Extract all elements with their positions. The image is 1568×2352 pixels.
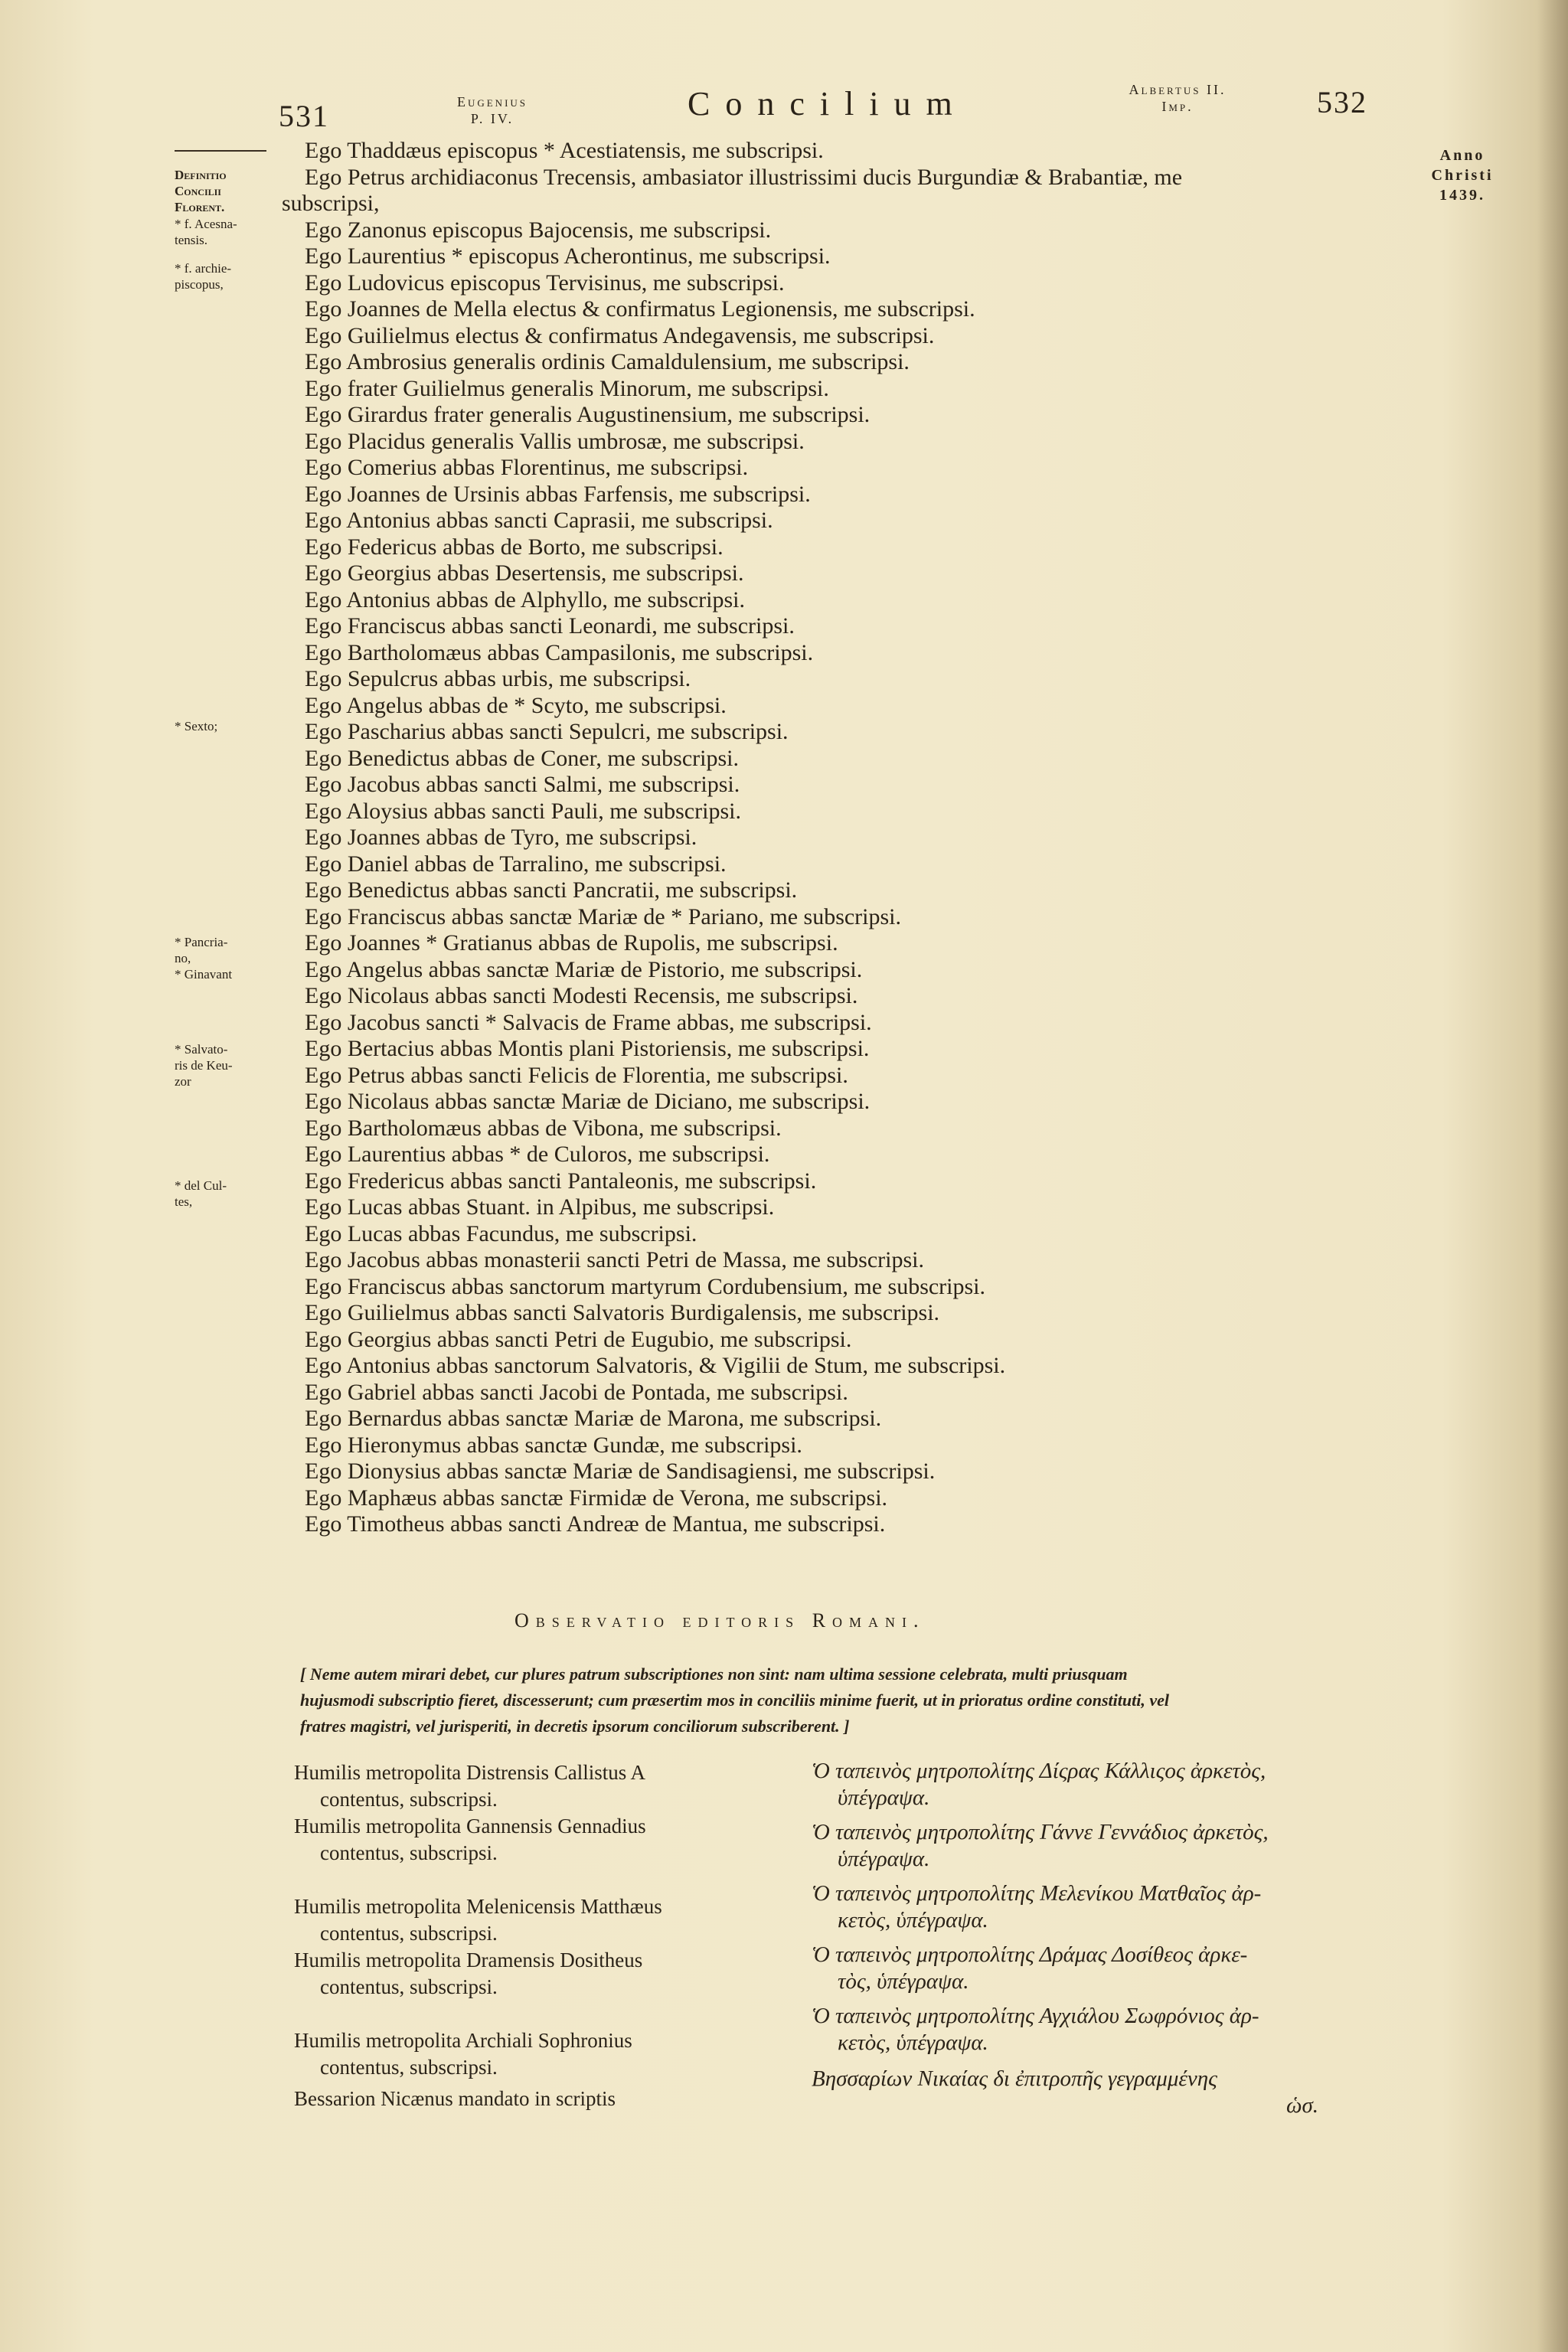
subscription-line: Ego Benedictus abbas sancti Pancratii, me subscripsi. [305,877,798,903]
margin-note-pancriano-line2: no, [175,951,191,965]
subscription-line: Ego Franciscus abbas sanctorum martyrum Cordubensium, me subscripsi. [305,1273,986,1299]
subscription-line: Ego Jacobus abbas sancti Salmi, me subscripsi. [305,772,740,797]
margin-note-acesnatensis [175,216,237,248]
subscription-line: Ego Antonius abbas de Alphyllo, me subscripsi. [305,586,745,612]
subscription-line: Ego Lucas abbas Facundus, me subscripsi. [305,1220,697,1246]
page-number-left: 531 [279,99,329,133]
subscription-line: Ego Joannes de Ursinis abbas Farfensis, me subscripsi. [305,481,811,507]
latin-line: Humilis metropolita Dramensis Dositheus [294,1949,643,1971]
subscription-line: Ego Jacobus abbas monasterii sancti Petri de Massa, me subscripsi. [305,1247,925,1272]
running-title: Concilium [688,85,968,122]
subscription-line: Ego Gabriel abbas sancti Jacobi de Pontada, me subscripsi. [305,1379,848,1405]
subscription-line: Ego Daniel abbas de Tarralino, me subscripsi. [305,851,727,877]
subscription-line: Ego Joannes abbas de Tyro, me subscripsi. [305,825,697,850]
latin-line: Humilis metropolita Gannensis Gennadius [294,1815,646,1838]
subscription-line: Ego Angelus abbas sanctæ Mariæ de Pistorio, me subscripsi. [305,956,863,982]
running-head-left [443,93,542,127]
subscription-line: Ego Petrus archidiaconus Trecensis, ambasiator illustrissimi ducis Burgundiæ & Brabantiæ, me [305,164,1183,190]
margin-note-pancriano-line1: * Pancria- [175,935,228,949]
subscription-line: Ego Pascharius abbas sancti Sepulcri, me subscripsi. [305,719,789,744]
greek-line: ὑπέγραψα. [838,1785,930,1810]
margin-note-ginavant: * Ginavant [175,967,233,982]
subscription-line: Ego Franciscus abbas sancti Leonardi, me subscripsi. [305,613,795,639]
margin-note-salvatoris [175,1041,233,1089]
greek-line: Βησσαρίων Νικαίας δι ἐπιτροπῆς γεγραμμένης [812,2066,1217,2091]
subscription-line: Ego Joannes * Gratianus abbas de Rupolis, me subscripsi. [305,930,838,956]
latin-line: contentus, subscripsi. [320,1841,498,1864]
margin-note-cultes-line1: * del Cul- [175,1178,227,1193]
running-head-left-line1: Eugenius [456,94,528,109]
greek-line: Ὁ ταπεινὸς μητροπολίτης Γάννε Γεννάδιος ἀρκετὸς, [812,1820,1269,1844]
subscription-list [282,138,1438,1538]
greek-column [812,1758,1318,2119]
margin-note-definitio [175,167,227,215]
subscription-line: Ego Nicolaus abbas sanctæ Mariæ de Diciano, me subscripsi. [305,1089,871,1114]
margin-note-salvatoris-line2: ris de Keu- [175,1058,233,1073]
margin-note-salvatoris-line3: zor [175,1074,191,1089]
latin-line: Humilis metropolita Melenicensis Matthæus [294,1895,662,1918]
greek-line: κετὸς, ὑπέγραψα. [838,2030,988,2055]
margin-note-cultes-line2: tes, [175,1194,193,1209]
subscription-line: Ego Bartholomæus abbas Campasilonis, me subscripsi. [305,639,814,665]
margin-rule [175,150,266,152]
greek-line: ὡσ. [1286,2093,1319,2118]
greek-line: ὑπέγραψα. [838,1847,930,1871]
latin-line: contentus, subscripsi. [320,1922,498,1945]
observatio-title: Observatio editoris Romani. [514,1609,926,1632]
greek-line: Ὁ ταπεινὸς μητροπολίτης Δίςρας Κάλλιςος ἀρκετὸς, [812,1759,1266,1783]
subscription-line: Ego Laurentius abbas * de Culoros, me subscripsi. [305,1142,770,1167]
subscription-line: Ego Petrus abbas sancti Felicis de Florentia, me subscripsi. [305,1062,848,1088]
running-head-right-line2: Imp. [1161,99,1194,114]
subscription-line: Ego Benedictus abbas de Coner, me subscripsi. [305,745,740,771]
subscription-line: Ego Dionysius abbas sanctæ Mariæ de Sandisagiensi, me subscripsi. [305,1459,936,1484]
observatio-text [300,1661,1169,1740]
subscription-line: Ego Laurentius * episcopus Acherontinus, me subscripsi. [305,243,831,269]
margin-note-salvatoris-line1: * Salvato- [175,1042,228,1057]
page-number-right: 532 [1317,85,1367,119]
running-head-right-line1: Albertus II. [1129,82,1227,97]
margin-note-definitio-line3: Florent. [175,200,225,214]
margin-note-archiepiscopus-line1: * f. archie- [175,261,232,276]
anno-line3: 1439. [1439,187,1485,204]
margin-note-acesnatensis-line2: tensis. [175,233,207,247]
observatio-text-line2: hujusmodi subscriptio fieret, discesserunt; cum præsertim mos in conciliis minime fuerit, ut in prioratus ordine constituti, vel [300,1690,1169,1710]
subscription-line: Ego Timotheus abbas sancti Andreæ de Mantua, me subscripsi. [305,1511,886,1537]
binding-shadow [1537,0,1568,2352]
subscription-line: Ego Hieronymus abbas sanctæ Gundæ, me subscripsi. [305,1432,802,1458]
subscription-line: Ego frater Guilielmus generalis Minorum, me subscripsi. [305,375,829,401]
subscription-line: Ego Girardus frater generalis Augustinensium, me subscripsi. [305,402,871,427]
margin-note-archiepiscopus [175,260,231,292]
latin-column [294,1759,662,2112]
subscription-line: Ego Antonius abbas sanctorum Salvatoris, & Vigilii de Stum, me subscripsi. [305,1353,1006,1378]
subscription-line: Ego Federicus abbas de Borto, me subscripsi. [305,534,724,560]
subscription-line: Ego Sepulcrus abbas urbis, me subscripsi. [305,666,691,691]
margin-note-definitio-line2: Concilii [175,184,221,198]
subscription-line: Ego Jacobus sancti * Salvacis de Frame abbas, me subscripsi. [305,1009,872,1035]
subscription-line: Ego Bertacius abbas Montis plani Pistoriensis, me subscripsi. [305,1036,870,1061]
subscription-line: Ego Guilielmus abbas sancti Salvatoris Burdigalensis, me subscripsi. [305,1300,940,1325]
margin-note-pancriano [175,934,232,982]
observatio-text-line3: fratres magistri, vel jurisperiti, in decretis ipsorum conciliorum subscriberent. ] [300,1717,850,1736]
subscription-line: Ego Georgius abbas Desertensis, me subscripsi. [305,560,744,586]
running-head-right [1109,81,1246,115]
margin-note-sexto: * Sexto; [175,719,218,733]
greek-line: Ὁ ταπεινὸς μητροπολίτης Μελενίκου Ματθαῖος ἀρ- [812,1881,1262,1906]
greek-line: Ὁ ταπεινὸς μητροπολίτης Δράμας Δοσίθεος ἀρκε- [812,1942,1248,1967]
margin-note-cultes [175,1178,227,1210]
subscription-line: Ego Fredericus abbas sancti Pantaleonis, me subscripsi. [305,1168,817,1194]
latin-line: contentus, subscripsi. [320,1975,498,1998]
latin-line: contentus, subscripsi. [320,2056,498,2079]
subscription-line: Ego Bartholomæus abbas de Vibona, me subscripsi. [305,1115,782,1141]
subscription-line: Ego Zanonus episcopus Bajocensis, me subscripsi. [305,217,772,243]
subscription-line: Ego Bernardus abbas sanctæ Mariæ de Marona, me subscripsi. [305,1406,882,1431]
anno-line2: Christi [1431,167,1494,184]
subscription-line: Ego Franciscus abbas sanctæ Mariæ de * Pariano, me subscripsi. [305,903,902,929]
margin-note-definitio-line1: Definitio [175,168,227,182]
subscription-line: subscripsi, [282,191,380,216]
latin-line: Humilis metropolita Archiali Sophronius [294,2029,632,2052]
subscription-line: Ego Placidus generalis Vallis umbrosæ, me subscripsi. [305,428,805,454]
latin-line: contentus, subscripsi. [320,1788,498,1811]
observatio-text-line1: [ Neme autem mirari debet, cur plures patrum subscriptiones non sint: nam ultima sessione celebrata, multi priusquam [300,1664,1128,1684]
anno-line1: Anno [1439,147,1485,164]
greek-line: τὸς, ὑπέγραψα. [838,1969,969,1994]
subscription-line: Ego Nicolaus abbas sancti Modesti Recensis, me subscripsi. [305,983,858,1008]
greek-line: κετὸς, ὑπέγραψα. [838,1908,988,1932]
subscription-line: Ego Ambrosius generalis ordinis Camaldulensium, me subscripsi. [305,349,910,374]
subscription-line: Ego Joannes de Mella electus & confirmatus Legionensis, me subscripsi. [305,296,975,322]
latin-line: Bessarion Nicænus mandato in scriptis [294,2087,616,2110]
margin-note-acesnatensis-line1: * f. Acesna- [175,217,237,231]
subscription-line: Ego Georgius abbas sancti Petri de Eugubio, me subscripsi. [305,1326,852,1352]
subscription-line: Ego Thaddæus episcopus * Acestiatensis, me subscripsi. [305,138,824,163]
greek-line: Ὁ ταπεινὸς μητροπολίτης Αγχιάλου Σωφρόνιος ἀρ- [812,2004,1259,2028]
latin-line: Humilis metropolita Distrensis Callistus A [294,1761,645,1784]
subscription-line: Ego Angelus abbas de * Scyto, me subscripsi. [305,692,727,718]
subscription-line: Ego Aloysius abbas sancti Pauli, me subscripsi. [305,798,741,824]
subscription-line: Ego Comerius abbas Florentinus, me subscripsi. [305,455,749,480]
subscription-line: Ego Lucas abbas Stuant. in Alpibus, me subscripsi. [305,1194,775,1220]
subscription-line: Ego Antonius abbas sancti Caprasii, me subscripsi. [305,508,773,533]
running-head-left-line2: P. IV. [470,111,514,126]
subscription-line: Ego Guilielmus electus & confirmatus Andegavensis, me subscripsi. [305,322,935,348]
subscription-line: Ego Ludovicus episcopus Tervisinus, me subscripsi. [305,270,785,296]
margin-note-archiepiscopus-line2: piscopus, [175,277,224,292]
subscription-line: Ego Maphæus abbas sanctæ Firmidæ de Verona, me subscripsi. [305,1485,888,1511]
